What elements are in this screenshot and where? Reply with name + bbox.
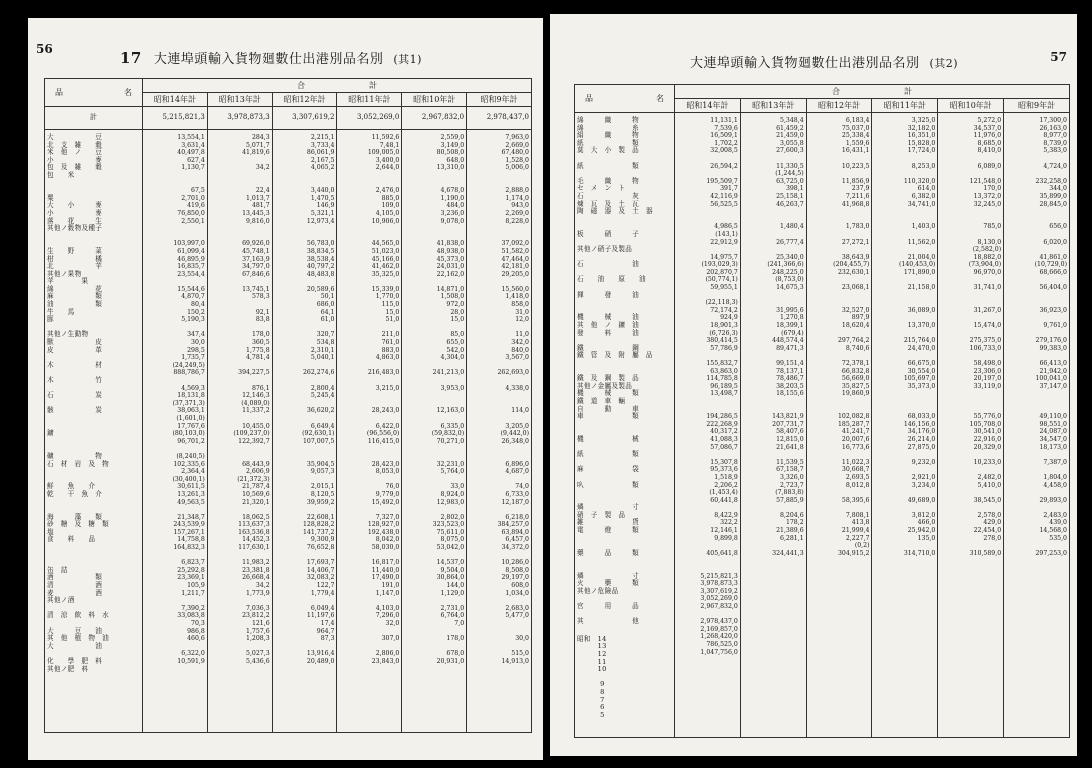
year-summary-labels: 昭和 14 13 12 11 10 9 8 7 6 5 [577, 634, 607, 719]
group-header: 合 計 [675, 85, 1070, 99]
left-page-number: 56 [36, 42, 53, 56]
col-header-s12: 昭和12年計 [272, 93, 337, 107]
col-header-s13: 昭和13年計 [207, 93, 272, 107]
item-names-column: 大 豆 北 支 雑 穀 米 他 ノ 豆 小 麥 包 及 雑 穀 包 米 粟 大 小 麥 小 麥 落 花 生 其他ノ穀物及種子 生 野 菜 柑 橘 北 苹 其他ノ果物 苹 果 綿 花 麻 類 油 類 牛 馬 豚 其他ノ生動物 獸 皮 皮 革 木 材 木 竹 石 炭 骸 炭 鑛 礦 物 石 材 岩 及 物 鮮 魚 介 乾 干 魚 介 海 藻 類 砂 糖 及 糖 類 塩 食 料 品 缶 詰 酒 類 清 酒 麦 酒 其他ノ酒 清 涼 飲 料 水 大 豆 油 其 他 植 物 油 大 油 化 學 肥 料 其他ノ肥 料 [45, 130, 143, 733]
item-names: 綿 織 物 綿 糸 絹 織 物 紙 類 莫 大 小 製 品 紙 類 毛 織 物 セ メ ン ト 石 灰 煉 瓦 及 土 瓦 陶 磁 器 及 土 器 板 硝 子 其他ノ硝子及製品 石 油 石 油 原 油 揮 發 油 機 械 油 其 他 ノ 鑛 油 發 料 油 鐵 鋼 鐵 管 及 附 屬 品 鐵 及 鋼 製 品 其他ノ金屬及製品 機 械 類 鐵 道 車 輛 自 動 車 車 類 機 械 紙 類 麻 袋 叺 類 燐 寸 硝 子 製 品 雑 貨 電 燈 類 藥 品 類 燐 寸 火 藥 類 其他ノ危險品 官 用 品 其 他 [577, 116, 653, 626]
total-value: 3,052,269,0 [337, 107, 402, 130]
total-value: 2,967,832,0 [402, 107, 467, 130]
values-column-s14: 11,131,1 7,539,6 16,509,1 1,702,2 32,008,5 26,594,2 195,509,7 391,7 42,116,9 56,525,5 4,986,5 (143,1) 22,912,9 14,975,7 (193,029,3) 202,870,7 (50,774,1) 59,955,1 (22,118,3) 72,174,2 924,9 18,901,3 (6,726,3) 380,414,5 57,786,9 155,832,7 63,863,0 114,785,8 96,189,5 13,498,7 194,286,5 222,268,9 40,317,2 41,088,3 57,086,7 15,307,8 95,373,6 1,518,9 2,206,2 (1,453,4) 60,441,8 8,422,9 322,2 12,146,1 9,899,8 405,641,8 5,215,821,3 3,978,873,3 3,307,619,2 3,052,269,0 2,967,832,0 2,978,437,0 2,169,857,0 1,268,420,0 786,525,0 1,047,756,0 [675, 113, 741, 738]
col-header-s10: 昭和10年計 [938, 99, 1004, 113]
total-label: 計 [45, 107, 143, 130]
right-data-table [574, 84, 1070, 738]
data-body-row [575, 113, 1070, 738]
left-page-title [120, 48, 422, 67]
right-page-title [690, 52, 958, 71]
data-body-row [45, 130, 532, 733]
col-header-s11: 昭和11年計 [872, 99, 938, 113]
col-header-s13: 昭和13年計 [740, 99, 806, 113]
table-number: 17 [120, 49, 142, 67]
values-column-s12: 2,215,1 3,733,4 86,061,9 2,167,5 4,065,2 3,440,0 1,470,5 146,9 5,321,1 12,973,4 56,783,0 38,834,5 38,538,4 40,797,2 48,483,8 20,589,6 50,1 686,0 64,1 61,0 320,7 534,8 2,310,1 5,040,1 262,274,6 2,800,4 5,245,4 36,620,2 6,649,4 (92,630,1) 107,007,5 35,904,5 9,057,3 2,015,1 8,120,5 39,959,2 22,608,1 128,828,2 141,737,2 9,300,9 76,652,8 17,693,7 14,406,7 32,083,2 122,7 1,779,4 6,049,4 11,197,6 17,4 964,7 87,3 13,916,4 20,489,0 [272, 130, 337, 733]
item-names-column [575, 113, 675, 738]
values-column-s13: 5,348,4 61,459,2 21,459,0 3,055,8 27,600,3 11,330,5 (1,244,5) 63,725,0 398,1 25,158,1 46,263,7 1,480,4 26,777,4 25,340,0 (241,366,6) 248,225,0 (8,753,0) 14,675,3 31,995,6 1,270,8 18,399,1 (679,4) 448,574,4 89,471,3 99,151,4 78,137,1 78,486,7 38,203,5 18,155,6 143,821,9 207,731,7 58,407,6 12,815,0 21,641,8 11,539,5 67,158,7 3,326,0 2,723,7 (7,883,8) 57,885,9 8,204,6 178,2 21,389,6 6,281,1 324,441,3 [740, 113, 806, 738]
right-title-text: 大連埠頭輸入貨物廻數仕出港別品名別 [690, 56, 920, 71]
left-title-text: 大連埠頭輸入貨物廻數仕出港別品名別 [153, 52, 384, 67]
left-data-table [44, 78, 532, 733]
left-page [28, 18, 543, 760]
col-header-s11: 昭和11年計 [337, 93, 402, 107]
group-header: 合 計 [143, 79, 532, 93]
right-page [550, 14, 1077, 756]
right-subtitle: (其2) [929, 57, 959, 70]
values-column-s11: 3,325,0 32,182,0 16,351,0 15,828,0 17,724,0 8,253,0 110,320,0 614,0 6,382,0 34,741,0 1,403,0 11,562,0 21,004,0 (140,453,0) 171,890,0 21,158,0 36,089,0 13,370,0 215,764,0 24,470,0 66,675,0 30,554,0 105,697,0 35,373,0 68,033,0 146,156,0 34,176,0 26,214,0 27,875,0 9,232,0 2,921,0 3,234,0 49,689,0 3,812,0 466,0 25,942,0 135,0 314,710,0 [872, 113, 938, 738]
values-column-s13: 284,3 5,071,7 41,819,6 34,2 22,4 1,013,7 481,7 13,445,3 9,816,0 69,926,0 45,748,1 37,163,9 34,797,0 67,846,6 13,745,1 578,3 92,1 83,8 178,0 360,5 1,775,8 4,781,4 394,227,5 876,1 12,146,3 (4,089,0) 11,337,2 10,455,0 (109,237,0) 122,392,7 68,443,9 2,606,9 (21,372,3) 21,787,4 10,569,6 21,320,1 18,062,5 113,637,3 163,536,8 14,452,3 117,630,1 11,983,2 23,381,8 26,668,4 34,2 1,773,9 7,036,3 23,812,2 121,6 1,757,6 1,208,3 5,027,3 5,436,6 [207, 130, 272, 733]
col-header-s10: 昭和10年計 [402, 93, 467, 107]
col-header-s12: 昭和12年計 [806, 99, 872, 113]
values-column-s9: 7,963,0 2,669,0 67,480,0 1,528,0 5,006,0 2,888,0 1,174,0 943,0 2,269,0 8,228,0 37,092,0 51,582,0 47,464,0 42,181,0 29,205,0 15,560,0 1,418,0 858,0 31,0 12,0 11,0 342,0 840,0 3,567,0 262,693,0 4,338,0 114,0 3,205,0 (9,442,0) 26,348,0 6,896,0 4,687,0 74,0 6,733,0 12,187,0 6,218,0 384,257,0 63,894,0 6,457,0 34,372,0 10,286,0 8,508,0 29,197,0 608,0 1,034,0 2,683,0 5,477,0 30,0 515,0 14,913,0 [467, 130, 532, 733]
total-value: 2,978,437,0 [467, 107, 532, 130]
right-page-number: 57 [1050, 50, 1067, 64]
total-value: 3,307,619,2 [272, 107, 337, 130]
values-column-s9: 17,300,0 26,163,0 8,977,0 8,739,0 5,383,0 4,724,0 232,258,0 344,0 35,899,0 28,845,0 656,0 6,020,0 41,861,0 (10,729,0) 68,666,0 56,404,0 36,923,0 9,761,0 279,176,0 99,383,0 66,413,0 21,942,0 100,041,0 37,147,0 49,110,0 98,551,0 24,087,0 34,547,0 18,173,0 7,387,0 1,804,0 4,458,0 29,893,0 2,483,0 439,0 14,568,0 535,0 297,253,0 [1004, 113, 1070, 738]
values-column-s12: 6,183,4 75,037,0 25,338,4 1,559,6 16,431,1 10,223,5 11,856,9 237,9 7,211,6 41,968,8 1,783,0 27,272,1 38,643,9 (204,455,7) 232,630,1 23,068,1 32,527,0 897,9 18,620,4 297,764,2 8,740,6 72,378,1 66,832,8 56,669,0 35,827,5 19,860,9 102,082,8 185,287,7 41,241,7 20,007,6 16,773,6 11,022,3 30,668,7 2,693,5 8,012,8 58,395,6 7,808,1 413,8 21,999,4 2,227,7 (0,2) 304,915,2 [806, 113, 872, 738]
col-header-s14: 昭和14年計 [143, 93, 208, 107]
col-header-s14: 昭和14年計 [675, 99, 741, 113]
col-header-s9: 昭和9年計 [1004, 99, 1070, 113]
values-column-s14: 13,554,1 3,631,4 40,497,8 627,4 1,130,7 67,5 2,701,0 419,6 76,850,0 2,550,1 103,997,0 61,099,4 46,895,9 16,835,7 23,554,4 15,544,6 4,870,7 80,4 150,2 5,190,3 347,4 30,0 298,5 1,735,7 (24,249,5) 888,786,7 4,569,3 18,131,8 (37,371,3) 38,063,1 (1,601,0) 17,767,6 (80,103,0) 96,701,2 (8,240,5) 102,335,6 2,364,4 (30,400,1) 30,611,5 13,261,3 49,563,5 21,348,7 243,539,9 157,267,1 14,758,8 164,832,3 6,823,7 25,292,8 23,369,1 105,9 1,211,7 7,390,2 33,083,8 70,3 986,8 460,6 6,322,0 10,591,9 [143, 130, 208, 733]
col-header-s9: 昭和9年計 [467, 93, 532, 107]
values-column-s11: 11,592,6 7,48,1 109,005,0 3,400,0 2,644,0 2,476,0 885,0 109,0 4,105,0 10,906,0 44,565,0 51,023,0 45,166,0 41,462,0 35,325,0 15,339,0 1,770,0 115,0 15,0 51,0 211,0 761,0 883,0 4,863,0 216,483,0 3,215,0 28,243,0 6,422,0 (96,556,0) 116,415,0 28,423,0 8,053,0 76,0 9,779,0 15,492,0 7,327,0 128,927,0 192,438,0 8,042,0 58,030,0 16,817,0 11,440,0 17,490,0 191,0 1,147,0 4,103,0 7,296,0 32,0 307,0 2,806,0 23,843,0 [337, 130, 402, 733]
total-value: 3,978,873,3 [207, 107, 272, 130]
values-column-s10: 5,272,0 34,537,0 11,976,0 8,685,0 8,410,0 6,089,0 121,548,0 170,0 13,372,0 32,245,0 785,0 8,130,0 (2,582,0) 18,882,0 (73,904,0) 96,970,0 31,741,0 31,267,0 15,474,0 275,375,0 106,733,0 58,498,0 23,306,0 20,197,0 33,119,0 55,776,0 105,708,0 30,541,0 22,916,0 20,329,0 10,233,0 2,482,0 5,410,0 38,545,0 2,578,0 429,0 22,454,0 278,0 310,589,0 [938, 113, 1004, 738]
item-header: 品 名 [45, 79, 143, 107]
item-header: 品 名 [575, 85, 675, 113]
total-row [45, 107, 532, 130]
total-value: 5,215,821,3 [143, 107, 208, 130]
left-subtitle: (其1) [393, 53, 422, 66]
values-column-s10: 2,559,0 3,149,0 80,508,0 648,0 13,310,0 4,678,0 1,190,0 484,0 3,236,0 9,078,0 41,838,0 48,938,0 45,373,0 24,031,0 22,162,0 14,871,0 1,508,0 972,0 28,0 15,0 85,0 655,0 542,0 4,304,0 241,213,0 3,953,0 12,163,0 6,335,0 (59,832,0) 70,271,0 32,231,0 5,764,0 33,0 8,924,0 12,983,0 2,802,0 323,523,0 75,611,0 8,075,0 53,042,0 14,537,0 9,504,0 30,864,0 144,0 1,129,0 2,731,0 6,764,0 7,0 178,0 678,0 20,931,0 [402, 130, 467, 733]
